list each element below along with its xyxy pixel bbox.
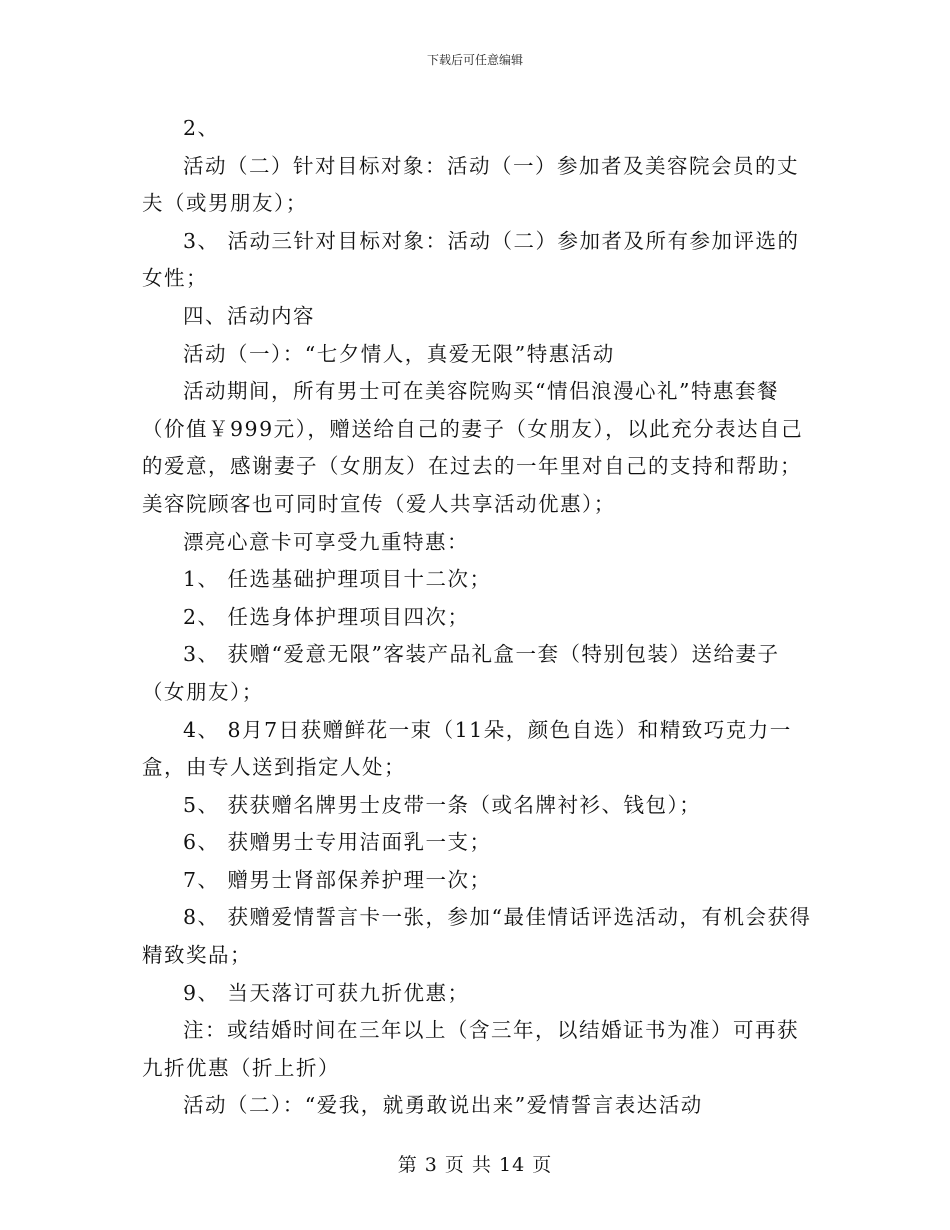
- paragraph-6: 活动期间，所有男士可在美容院购买“情侣浪漫心礼”特惠套餐（价值￥999元），赠送给自己的妻子（女朋友），以此充分表达自己的爱意，感谢妻子（女朋友）在过去的一年里对自己的支持和帮助；美容院顾客也可同时宣传（爱人共享活动优惠）；: [142, 379, 804, 516]
- document-body: [142, 110, 812, 1125]
- list-item-8: 8、 获赠爱情誓言卡一张，参加“最佳情话评选活动，有机会获得精致奖品；: [142, 905, 812, 968]
- paragraph-1: 2、: [183, 116, 220, 140]
- activity-two-title: 活动（二）：“爱我，就勇敢说出来”爱情誓言表达活动: [183, 1093, 703, 1118]
- paragraph-2: 活动（二）针对目标对象：活动（一）参加者及美容院会员的丈夫（或男朋友）；: [142, 153, 799, 216]
- list-item-1: 1、 任选基础护理项目十二次；: [183, 567, 492, 592]
- section-heading: 四、活动内容: [183, 303, 315, 328]
- list-item-2: 2、 任选身体护理项目四次；: [183, 604, 470, 629]
- paragraph-3: 3、 活动三针对目标对象：活动（二）参加者及所有参加评选的女性；: [142, 228, 800, 291]
- note-paragraph: 注：或结婚时间在三年以上（含三年，以结婚证书为准）可再获九折优惠（折上折）: [142, 1018, 799, 1080]
- list-item-4: 4、 8月7日获赠鲜花一束（11朵，颜色自选）和精致巧克力一盒，由专人送到指定人处；: [142, 717, 792, 780]
- paragraph-7: 漂亮心意卡可享受九重特惠：: [183, 529, 469, 554]
- activity-one-title: 活动（一）：“七夕情人，真爱无限”特惠活动: [183, 341, 615, 366]
- page-footer: [0, 1153, 950, 1177]
- page-number: 第 3 页 共 14 页: [397, 1154, 553, 1176]
- list-item-3: 3、 获赠“爱意无限”客装产品礼盒一套（特别包装）送给妻子（女朋友）；: [142, 642, 780, 704]
- list-item-5: 5、 获获赠名牌男士皮带一条（或名牌衬衫、钱包）；: [183, 792, 702, 817]
- list-item-9: 9、 当天落订可获九折优惠；: [183, 980, 470, 1005]
- page-header: [0, 52, 950, 68]
- list-item-6: 6、 获赠男士专用洁面乳一支；: [183, 830, 492, 855]
- list-item-7: 7、 赠男士肾部保养护理一次；: [183, 867, 492, 892]
- header-note: 下载后可任意编辑: [426, 53, 523, 67]
